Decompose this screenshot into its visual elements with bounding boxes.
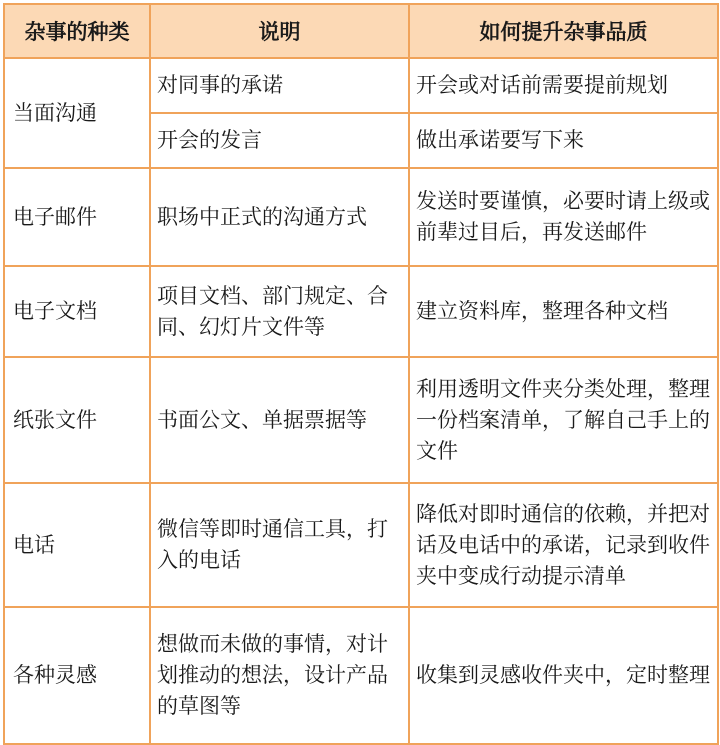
table-header-row — [4, 4, 718, 58]
category-cell: 当面沟通 — [4, 58, 150, 168]
description-cell: 书面公文、单据票据等 — [150, 357, 409, 483]
header-category: 杂事的种类 — [4, 4, 150, 58]
improvement-cell: 收集到灵感收件夹中，定时整理 — [409, 607, 718, 744]
table-row — [4, 483, 718, 607]
improvement-cell: 开会或对话前需要提前规划 — [409, 58, 718, 113]
table-row — [4, 168, 718, 266]
table-row — [4, 357, 718, 483]
header-description: 说明 — [150, 4, 409, 58]
improvement-cell: 建立资料库，整理各种文档 — [409, 266, 718, 357]
description-cell: 对同事的承诺 — [150, 58, 409, 113]
improvement-cell: 利用透明文件夹分类处理，整理一份档案清单，了解自己手上的文件 — [409, 357, 718, 483]
category-cell: 纸张文件 — [4, 357, 150, 483]
table-row — [4, 266, 718, 357]
description-cell: 项目文档、部门规定、合同、幻灯片文件等 — [150, 266, 409, 357]
category-cell: 各种灵感 — [4, 607, 150, 744]
description-cell: 职场中正式的沟通方式 — [150, 168, 409, 266]
category-cell: 电话 — [4, 483, 150, 607]
header-improvement: 如何提升杂事品质 — [409, 4, 718, 58]
category-cell: 电子文档 — [4, 266, 150, 357]
category-cell: 电子邮件 — [4, 168, 150, 266]
improvement-cell: 发送时要谨慎，必要时请上级或前辈过目后，再发送邮件 — [409, 168, 718, 266]
chores-quality-table — [3, 3, 719, 745]
improvement-cell: 做出承诺要写下来 — [409, 113, 718, 168]
table-row — [4, 607, 718, 744]
table-row — [4, 58, 718, 113]
improvement-cell: 降低对即时通信的依赖，并把对话及电话中的承诺，记录到收件夹中变成行动提示清单 — [409, 483, 718, 607]
description-cell: 开会的发言 — [150, 113, 409, 168]
description-cell: 微信等即时通信工具，打入的电话 — [150, 483, 409, 607]
description-cell: 想做而未做的事情，对计划推动的想法，设计产品的草图等 — [150, 607, 409, 744]
